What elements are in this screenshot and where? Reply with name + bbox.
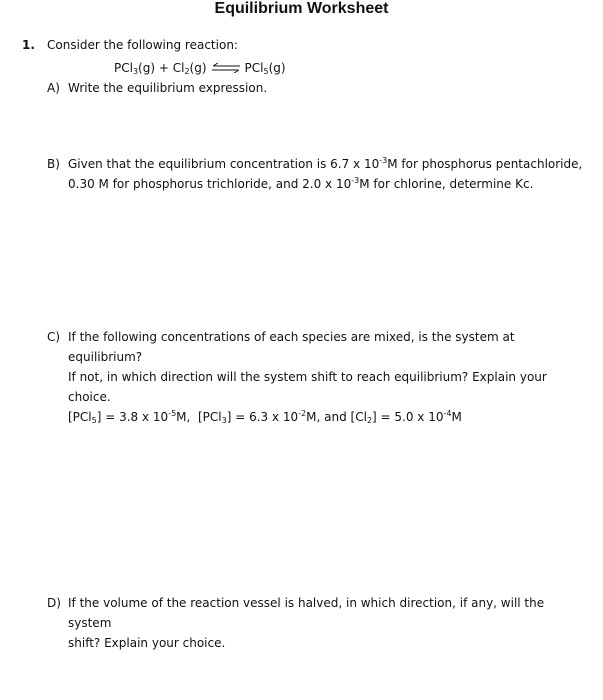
pcl5-concentration-pre: [PCl	[68, 410, 92, 424]
part-a-text: Write the equilibrium expression.	[68, 81, 268, 95]
part-b-letter: B)	[47, 157, 60, 171]
pcl3-exponent: -2	[298, 409, 307, 418]
pcl5-subscript: 5	[91, 416, 97, 425]
reactant-cl2-state: (g)	[189, 61, 207, 75]
reactant-pcl3: PCl	[114, 61, 133, 75]
part-b-line2-rest: M for chlorine, determine Kc.	[359, 177, 534, 191]
reaction-equation	[114, 58, 286, 79]
product-pcl5-subscript: 5	[263, 67, 269, 76]
part-c-concentrations	[68, 407, 588, 427]
pcl5-unit: M,	[176, 410, 191, 424]
product-pcl5-state: (g)	[268, 61, 286, 75]
question-number: 1.	[22, 38, 35, 52]
equilibrium-arrow-icon	[211, 59, 241, 79]
cl2-concentration-value: ] = 5.0 x 10	[372, 410, 444, 424]
pcl3-concentration-value: ] = 6.3 x 10	[226, 410, 299, 424]
product-pcl5: PCl	[244, 61, 264, 75]
part-b-line1-text: Given that the equilibrium concentration is 6.7 x 10	[68, 157, 380, 171]
cl2-unit: M	[451, 410, 462, 424]
part-d-line-2: shift? Explain your choice.	[68, 636, 226, 650]
part-c-line-1: If the following concentrations of each species are mixed, is the system at equilibrium?	[68, 330, 515, 364]
question-prompt: Consider the following reaction:	[47, 38, 238, 52]
part-b-exponent-2: -3	[351, 176, 360, 185]
pcl3-subscript: 3	[221, 416, 227, 425]
cl2-subscript: 2	[366, 416, 373, 425]
part-d-letter: D)	[47, 596, 61, 610]
pcl3-concentration-pre: [PCl	[197, 410, 222, 424]
reactant-pcl3-subscript: 3	[132, 67, 139, 76]
part-b-line2-text: 0.30 M for phosphorus trichloride, and 2.0 x 10	[68, 177, 352, 191]
part-b-line1-rest: M for phosphorus pentachloride,	[387, 157, 583, 171]
part-b-text	[68, 154, 588, 194]
reactant-cl2-subscript: 2	[184, 67, 190, 76]
pcl5-concentration-value: ] = 3.8 x 10	[96, 410, 169, 424]
part-c-letter: C)	[47, 330, 61, 344]
part-b-exponent-1: -3	[379, 156, 388, 165]
part-a-letter: A)	[47, 81, 60, 95]
part-c-line-2: If not, in which direction will the system shift to reach equilibrium? Explain your choice.	[68, 370, 547, 404]
cl2-concentration-pre: [Cl	[350, 410, 367, 424]
pcl5-exponent: -5	[168, 409, 177, 418]
pcl3-unit: M, and	[306, 410, 347, 424]
cl2-exponent: -4	[443, 409, 452, 418]
part-d-line-1: If the volume of the reaction vessel is halved, in which direction, if any, will the system	[68, 596, 545, 630]
part-b-line-1	[68, 154, 588, 174]
part-b-line-2	[68, 174, 588, 194]
page-title: Equilibrium Worksheet	[214, 0, 389, 17]
part-d-text	[68, 593, 588, 653]
reactant-pcl3-state-plus-cl: (g) + Cl	[138, 61, 185, 75]
part-c-text	[68, 327, 588, 427]
